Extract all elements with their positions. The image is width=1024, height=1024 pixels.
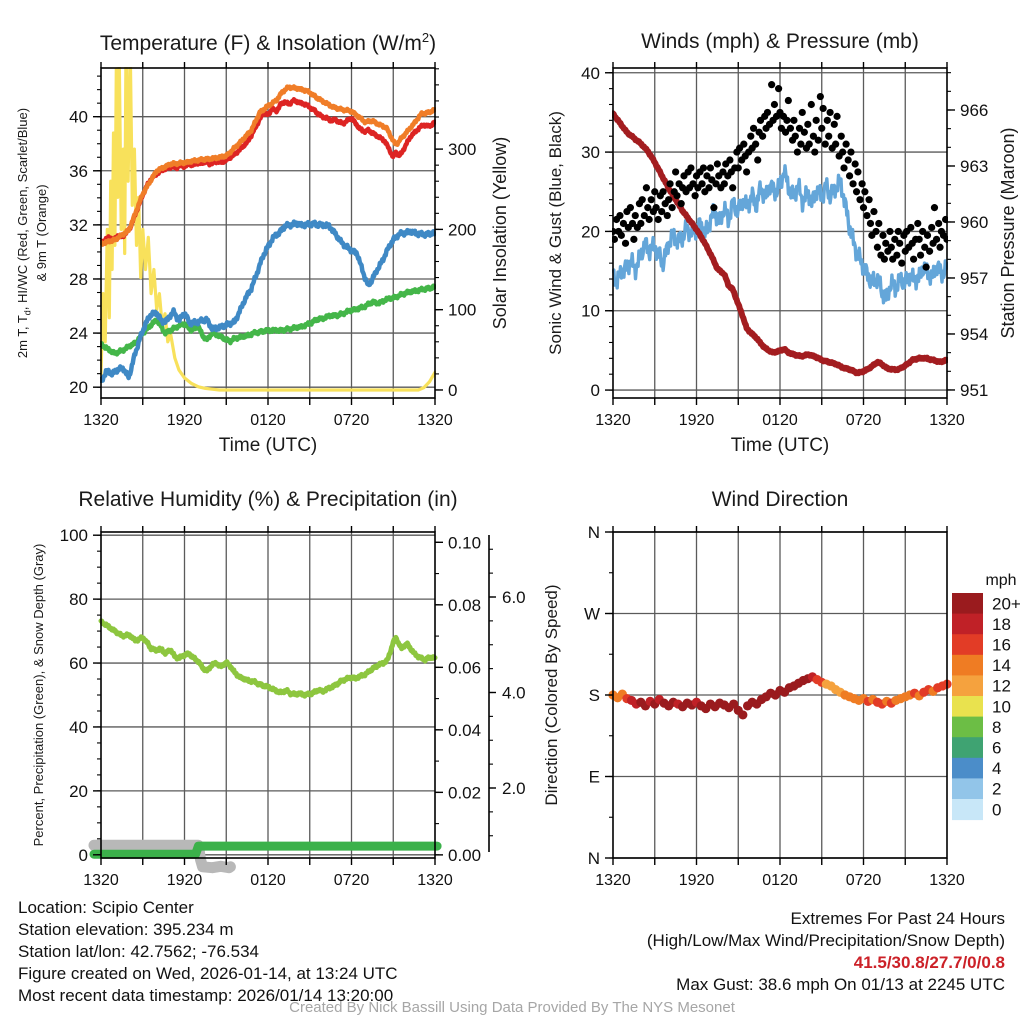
gusts-black-dot xyxy=(783,117,790,124)
svg-text:0: 0 xyxy=(992,800,1002,820)
gusts-black-dot xyxy=(630,236,637,243)
gusts-black-dot xyxy=(637,220,644,227)
svg-text:S: S xyxy=(588,686,600,705)
gusts-black-dot xyxy=(618,232,625,239)
gusts-black-dot xyxy=(721,180,728,187)
colorbar-swatch-0 xyxy=(952,799,983,820)
gusts-black-dot xyxy=(853,188,860,195)
chart2-xaxis-label: Time (UTC) xyxy=(730,435,830,456)
gusts-black-dot xyxy=(687,164,694,171)
data-timestamp: Most recent data timestamp: 2026/01/14 13:20:00 xyxy=(18,986,394,1005)
svg-text:1320: 1320 xyxy=(417,412,453,429)
gusts-black-dot xyxy=(875,220,882,227)
gusts-black-dot xyxy=(859,180,866,187)
gusts-black-dot xyxy=(881,256,888,263)
svg-text:E: E xyxy=(588,767,600,787)
gusts-black-dot xyxy=(646,216,653,223)
chart2-right-axis-label: Station Pressure (Maroon) xyxy=(997,127,1018,339)
svg-text:16: 16 xyxy=(992,635,1011,655)
gusts-black-dot xyxy=(622,240,629,247)
gusts-black-dot xyxy=(863,212,870,219)
svg-text:0.02: 0.02 xyxy=(448,783,482,803)
chart3-left-axis-label: Percent, Precipitation (Green), & Snow Depth (Gray) xyxy=(30,543,46,847)
gusts-black-dot xyxy=(672,168,679,175)
gusts-black-dot xyxy=(933,236,940,243)
gusts-black-dot xyxy=(678,200,685,207)
svg-text:951: 951 xyxy=(960,380,989,400)
chart-wind-direction xyxy=(584,523,965,889)
gusts-black-dot xyxy=(669,204,676,211)
colorbar-swatch-6 xyxy=(952,737,983,758)
svg-text:0120: 0120 xyxy=(250,412,286,429)
gusts-black-dot xyxy=(852,160,859,167)
svg-text:0.04: 0.04 xyxy=(448,720,482,740)
chart2-left-axis-label: Sonic Wind & Gust (Blue, Black) xyxy=(546,111,565,355)
gusts-black-dot xyxy=(806,141,813,148)
svg-text:N: N xyxy=(587,849,600,868)
gusts-black-dot xyxy=(799,109,806,116)
gusts-black-dot xyxy=(870,208,877,215)
svg-text:0720: 0720 xyxy=(333,872,370,889)
max-gust: Max Gust: 38.6 mph On 01/13 at 2245 UTC xyxy=(676,975,1005,994)
station-location: Location: Scipio Center xyxy=(18,898,194,917)
gusts-black-dot xyxy=(854,168,861,175)
gusts-black-dot xyxy=(824,117,831,124)
svg-text:24: 24 xyxy=(69,324,88,344)
gusts-black-dot xyxy=(886,228,893,235)
chart3-title: Relative Humidity (%) & Precipitation (in) xyxy=(78,488,458,511)
gusts-black-dot xyxy=(907,224,914,231)
gusts-black-dot xyxy=(856,196,863,203)
gusts-black-dot xyxy=(931,204,938,211)
station-elevation: Station elevation: 395.234 m xyxy=(18,920,234,939)
svg-text:W: W xyxy=(583,604,600,624)
gusts-black-dot xyxy=(893,252,900,259)
svg-text:1320: 1320 xyxy=(417,872,453,889)
extremes-block xyxy=(647,908,1005,996)
gusts-black-dot xyxy=(729,184,736,191)
colorbar-swatch-16 xyxy=(952,634,983,655)
gusts-black-dot xyxy=(705,184,712,191)
svg-text:20: 20 xyxy=(69,781,88,801)
svg-text:6: 6 xyxy=(992,738,1002,758)
gusts-black-dot xyxy=(827,109,834,116)
gusts-black-dot xyxy=(820,105,827,112)
svg-text:0: 0 xyxy=(590,381,600,401)
svg-text:28: 28 xyxy=(69,269,88,289)
credit-line: Created By Nick Bassill Using Data Provided By The NYS Mesonet xyxy=(289,999,735,1016)
svg-text:2: 2 xyxy=(992,779,1002,799)
svg-text:1320: 1320 xyxy=(929,412,965,429)
gusts-black-dot xyxy=(707,164,714,171)
svg-text:4.0: 4.0 xyxy=(502,683,526,703)
svg-text:40: 40 xyxy=(581,63,600,83)
svg-text:0: 0 xyxy=(78,845,88,865)
gusts-black-dot xyxy=(867,220,874,227)
gusts-black-dot xyxy=(831,121,838,128)
gusts-black-dot xyxy=(714,160,721,167)
svg-text:14: 14 xyxy=(992,656,1011,676)
gusts-black-dot xyxy=(845,156,852,163)
gusts-black-dot xyxy=(787,125,794,132)
gusts-black-dot xyxy=(811,148,818,155)
gusts-black-dot xyxy=(801,129,808,136)
gusts-black-dot xyxy=(818,125,825,132)
chart-humidity-precip xyxy=(60,526,526,889)
gusts-black-dot xyxy=(923,264,930,271)
gusts-black-dot xyxy=(874,244,881,251)
gusts-black-dot xyxy=(759,133,766,140)
gusts-black-dot xyxy=(794,148,801,155)
station-latlon: Station lat/lon: 42.7562; -76.534 xyxy=(18,942,260,961)
chart-temperature-insolation xyxy=(69,45,476,429)
svg-text:60: 60 xyxy=(69,654,88,674)
svg-text:20+: 20+ xyxy=(992,594,1021,614)
gusts-black-dot xyxy=(817,93,824,100)
svg-text:966: 966 xyxy=(960,100,989,120)
gusts-black-dot xyxy=(808,101,815,108)
gusts-black-dot xyxy=(896,240,903,247)
gusts-black-dot xyxy=(700,164,707,171)
svg-text:0.08: 0.08 xyxy=(448,595,482,615)
gusts-black-dot xyxy=(735,164,742,171)
gusts-black-dot xyxy=(666,180,673,187)
colorbar-swatch-14 xyxy=(952,655,983,676)
svg-text:18: 18 xyxy=(992,614,1011,634)
gusts-black-dot xyxy=(917,252,924,259)
svg-text:963: 963 xyxy=(960,156,989,176)
gusts-black-dot xyxy=(611,236,618,243)
gusts-black-dot xyxy=(872,228,879,235)
svg-text:0.10: 0.10 xyxy=(448,533,482,553)
colorbar-swatch-10 xyxy=(952,696,983,717)
gusts-black-dot xyxy=(843,141,850,148)
gusts-black-dot xyxy=(747,133,754,140)
gusts-black-dot xyxy=(698,180,705,187)
gusts-black-dot xyxy=(916,236,923,243)
svg-text:10: 10 xyxy=(992,697,1011,717)
chart2-title: Winds (mph) & Pressure (mb) xyxy=(641,30,919,53)
gusts-black-dot xyxy=(839,148,846,155)
gusts-black-dot xyxy=(888,244,895,251)
gusts-black-dot xyxy=(726,156,733,163)
gusts-black-dot xyxy=(936,244,943,251)
gusts-black-dot xyxy=(648,196,655,203)
svg-text:300: 300 xyxy=(448,140,477,160)
svg-text:40: 40 xyxy=(69,107,88,127)
svg-text:30: 30 xyxy=(581,143,600,163)
station-info xyxy=(18,897,398,1007)
colorbar-swatch-20+ xyxy=(952,593,983,614)
svg-text:0: 0 xyxy=(448,380,458,400)
chart1-right-axis-label: Solar Insolation (Yellow) xyxy=(489,136,510,330)
svg-text:80: 80 xyxy=(69,590,88,610)
svg-text:1320: 1320 xyxy=(595,412,631,429)
svg-text:100: 100 xyxy=(448,300,477,320)
gusts-black-dot xyxy=(847,148,854,155)
svg-text:20: 20 xyxy=(69,378,88,398)
gusts-black-dot xyxy=(665,196,672,203)
chart1-xaxis-label: Time (UTC) xyxy=(218,435,318,456)
svg-text:960: 960 xyxy=(960,212,989,232)
svg-text:8: 8 xyxy=(992,717,1002,737)
svg-text:200: 200 xyxy=(448,220,477,240)
gusts-black-dot xyxy=(655,216,662,223)
svg-text:1920: 1920 xyxy=(166,412,203,429)
gusts-black-dot xyxy=(754,156,761,163)
chart4-title: Wind Direction xyxy=(711,488,849,511)
svg-text:0720: 0720 xyxy=(845,412,882,429)
gusts-black-dot xyxy=(924,232,931,239)
colorbar-swatch-12 xyxy=(952,675,983,696)
gusts-black-dot xyxy=(840,164,847,171)
gusts-black-dot xyxy=(752,141,759,148)
svg-text:1320: 1320 xyxy=(929,872,965,889)
svg-text:4: 4 xyxy=(992,759,1002,779)
svg-text:0.00: 0.00 xyxy=(448,845,482,865)
colorbar-swatch-4 xyxy=(952,758,983,779)
gusts-black-dot xyxy=(627,204,634,211)
gusts-black-dot xyxy=(771,101,778,108)
extremes-subtitle: (High/Low/Max Wind/Precipitation/Snow Depth) xyxy=(646,931,1005,950)
gusts-black-dot xyxy=(914,220,921,227)
colorbar-swatch-8 xyxy=(952,717,983,738)
gusts-black-dot xyxy=(849,180,856,187)
svg-text:0720: 0720 xyxy=(333,412,370,429)
extremes-values: 41.5/30.8/27.7/0/0.8 xyxy=(853,953,1005,972)
gusts-black-dot xyxy=(692,192,699,199)
svg-text:954: 954 xyxy=(960,324,989,344)
gusts-black-dot xyxy=(898,260,905,267)
chart4-left-axis-label: Direction (Colored By Speed) xyxy=(542,584,561,806)
svg-text:0720: 0720 xyxy=(845,872,882,889)
gusts-black-dot xyxy=(616,212,623,219)
speed-colorbar xyxy=(952,572,1021,820)
gusts-black-dot xyxy=(860,204,867,211)
gusts-black-dot xyxy=(815,137,822,144)
svg-text:100: 100 xyxy=(59,526,88,546)
gusts-black-dot xyxy=(743,168,750,175)
gusts-black-dot xyxy=(785,97,792,104)
colorbar-swatch-18 xyxy=(952,614,983,635)
gusts-black-dot xyxy=(710,204,717,211)
gusts-black-dot xyxy=(813,117,820,124)
chart1-left-axis-label: 2m T, $T_d$, HI/WC (Red, Green, Scarlet/Blue) & 9m T (Orange) xyxy=(15,107,50,359)
svg-text:0120: 0120 xyxy=(762,412,798,429)
gusts-black-dot xyxy=(832,141,839,148)
figure-created: Figure created on Wed, 2026-01-14, at 13:24 UTC xyxy=(18,964,398,983)
gusts-black-dot xyxy=(846,172,853,179)
svg-text:6.0: 6.0 xyxy=(502,588,526,607)
svg-text:36: 36 xyxy=(69,161,88,181)
gusts-black-dot xyxy=(926,248,933,255)
gusts-black-dot xyxy=(833,113,840,120)
gusts-black-dot xyxy=(822,141,829,148)
svg-text:1920: 1920 xyxy=(678,412,715,429)
svg-text:1320: 1320 xyxy=(83,872,119,889)
svg-text:957: 957 xyxy=(960,268,989,288)
svg-text:0.06: 0.06 xyxy=(448,658,482,678)
chart-winds-pressure xyxy=(581,62,988,429)
gusts-black-dot xyxy=(673,192,680,199)
direction-dots-dot xyxy=(738,710,747,719)
svg-text:12: 12 xyxy=(992,676,1011,696)
colorbar-swatch-2 xyxy=(952,778,983,799)
svg-text:1320: 1320 xyxy=(83,412,119,429)
gusts-black-dot xyxy=(928,224,935,231)
svg-text:0120: 0120 xyxy=(250,872,286,889)
gusts-black-dot xyxy=(790,117,797,124)
svg-text:1920: 1920 xyxy=(166,872,203,889)
gusts-black-dot xyxy=(664,212,671,219)
svg-text:2.0: 2.0 xyxy=(502,779,526,798)
gusts-black-dot xyxy=(643,184,650,191)
gusts-black-dot xyxy=(775,85,782,92)
gusts-black-dot xyxy=(825,133,832,140)
gusts-black-dot xyxy=(838,133,845,140)
svg-text:1920: 1920 xyxy=(678,872,715,889)
svg-text:10: 10 xyxy=(581,301,600,321)
gusts-black-dot xyxy=(804,121,811,128)
svg-text:mph: mph xyxy=(985,572,1017,589)
gusts-black-dot xyxy=(865,196,872,203)
gusts-black-dot xyxy=(639,196,646,203)
svg-text:N: N xyxy=(587,523,600,542)
gusts-black-dot xyxy=(632,212,639,219)
svg-text:1320: 1320 xyxy=(595,872,631,889)
gusts-black-dot xyxy=(768,81,775,88)
svg-text:0120: 0120 xyxy=(762,872,798,889)
gusts-black-dot xyxy=(935,220,942,227)
svg-text:32: 32 xyxy=(69,215,88,235)
svg-text:20: 20 xyxy=(581,222,600,242)
gusts-black-dot xyxy=(660,188,667,195)
gusts-black-dot xyxy=(764,109,771,116)
gusts-black-dot xyxy=(792,133,799,140)
gusts-black-dot xyxy=(861,188,868,195)
gusts-black-dot xyxy=(740,141,747,148)
gusts-black-dot xyxy=(879,232,886,239)
chart1-title: Temperature (F) & Insolation $(W/m^2)$ xyxy=(99,30,437,55)
extremes-title: Extremes For Past 24 Hours xyxy=(790,909,1005,928)
svg-text:40: 40 xyxy=(69,717,88,737)
gusts-black-dot xyxy=(910,256,917,263)
